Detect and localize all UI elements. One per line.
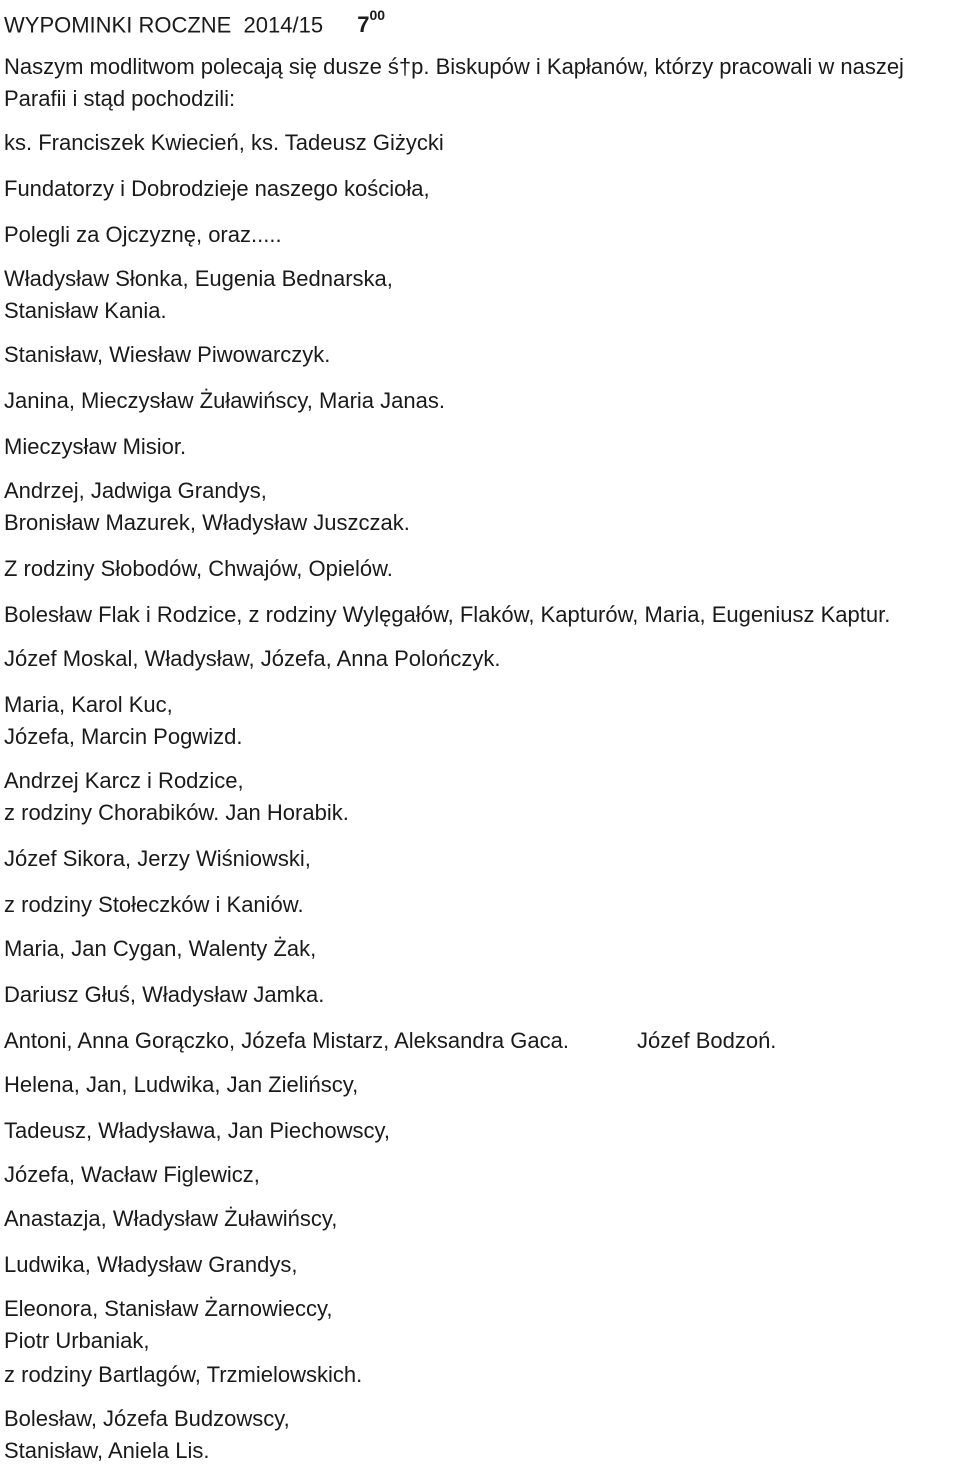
list-item: Helena, Jan, Ludwika, Jan Zielińscy,	[4, 1072, 359, 1097]
list-item: Bolesław, Józefa Budzowscy,	[4, 1406, 290, 1431]
list-item: Antoni, Anna Gorączko, Józefa Mistarz, Aleksandra Gaca.	[4, 1028, 569, 1053]
list-item: Józef Moskal, Władysław, Józefa, Anna Polończyk.	[4, 646, 501, 671]
list-item: Anastazja, Władysław Żuławińscy,	[4, 1206, 338, 1231]
list-item: Polegli za Ojczyznę, oraz.....	[4, 222, 282, 247]
document-title: WYPOMINKI ROCZNE 2014/15	[4, 12, 324, 38]
list-item: Piotr Urbaniak,	[4, 1328, 150, 1353]
list-item: Stanisław Kania.	[4, 298, 167, 323]
list-item: Maria, Jan Cygan, Walenty Żak,	[4, 936, 317, 961]
list-item: Tadeusz, Władysława, Jan Piechowscy,	[4, 1118, 390, 1143]
mass-time	[357, 7, 386, 38]
list-item: Stanisław, Aniela Lis.	[4, 1438, 210, 1463]
list-item: Maria, Karol Kuc,	[4, 692, 173, 717]
mass-time-hour: 7	[357, 12, 370, 38]
list-item: z rodziny Chorabików. Jan Horabik.	[4, 800, 349, 825]
list-item: Janina, Mieczysław Żuławińscy, Maria Janas.	[4, 388, 445, 413]
list-item: z rodziny Stołeczków i Kaniów.	[4, 892, 304, 917]
list-item: Józefa, Wacław Figlewicz,	[4, 1162, 260, 1187]
mass-time-minutes: 00	[369, 7, 386, 23]
list-item: Józef Sikora, Jerzy Wiśniowski,	[4, 846, 311, 871]
list-item: Andrzej Karcz i Rodzice,	[4, 768, 244, 793]
list-item: Eleonora, Stanisław Żarnowieccy,	[4, 1296, 333, 1321]
list-item: Ludwika, Władysław Grandys,	[4, 1252, 298, 1277]
list-item: Bronisław Mazurek, Władysław Juszczak.	[4, 510, 410, 535]
header-line	[4, 6, 385, 38]
list-item: Władysław Słonka, Eugenia Bednarska,	[4, 266, 393, 291]
intro-line-1: Naszym modlitwom polecają się dusze ś†p. Biskupów i Kapłanów, którzy pracowali w naszej	[4, 54, 904, 79]
list-item: Andrzej, Jadwiga Grandys,	[4, 478, 267, 503]
list-item: Dariusz Głuś, Władysław Jamka.	[4, 982, 325, 1007]
list-item: Józefa, Marcin Pogwizd.	[4, 724, 243, 749]
list-item: Mieczysław Misior.	[4, 434, 187, 459]
intro-line-2: Parafii i stąd pochodzili:	[4, 86, 236, 111]
list-item: z rodziny Bartlagów, Trzmielowskich.	[4, 1362, 363, 1387]
list-item: ks. Franciszek Kwiecień, ks. Tadeusz Giżycki	[4, 130, 444, 155]
list-item: Stanisław, Wiesław Piwowarczyk.	[4, 342, 331, 367]
list-item: Bolesław Flak i Rodzice, z rodziny Wylęgałów, Flaków, Kapturów, Maria, Eugeniusz Kaptur.	[4, 602, 891, 627]
list-item: Fundatorzy i Dobrodzieje naszego kościoła,	[4, 176, 430, 201]
list-item: Z rodziny Słobodów, Chwajów, Opielów.	[4, 556, 393, 581]
list-item-right: Józef Bodzoń.	[637, 1028, 777, 1053]
